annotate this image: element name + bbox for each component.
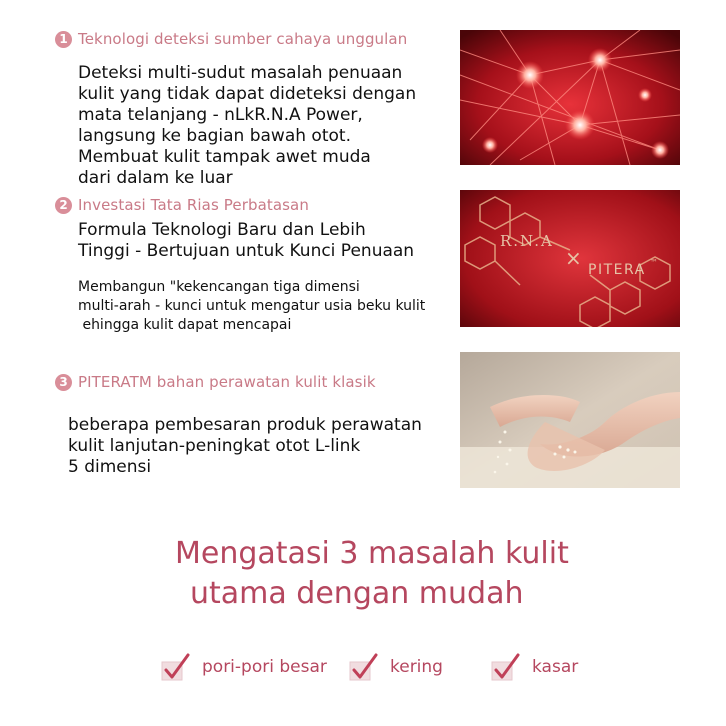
- section-3-line: kulit lanjutan-peningkat otot L-link: [68, 436, 361, 456]
- section-2-line: Formula Teknologi Baru dan Lebih: [78, 220, 366, 240]
- check-label: kering: [390, 657, 443, 677]
- number-badge-1: 1: [55, 31, 72, 48]
- checkmark-icon: [490, 652, 520, 682]
- cross-text: ×: [565, 246, 582, 270]
- section-3-title: PITERATM bahan perawatan kulit klasik: [78, 373, 376, 391]
- check-label: pori-pori besar: [202, 657, 327, 677]
- section-2-heading: [55, 196, 309, 214]
- number-badge-2: 2: [55, 197, 72, 214]
- rna-pitera-image: [460, 190, 680, 327]
- section-2-subline: multi-arah - kunci untuk mengatur usia beku kulit: [78, 298, 426, 314]
- section-2-subbody: [78, 278, 425, 335]
- section-1-line: langsung ke bagian bawah otot.: [78, 126, 351, 146]
- number-badge-3: 3: [55, 374, 72, 391]
- section-3-heading: [55, 373, 376, 391]
- section-2-body: [78, 220, 414, 262]
- section-2-title: Investasi Tata Rias Perbatasan: [78, 196, 309, 214]
- section-1-line: dari dalam ke luar: [78, 168, 233, 188]
- checkmark-icon: [160, 652, 190, 682]
- section-3-line: beberapa pembesaran produk perawatan: [68, 415, 422, 435]
- section-2-line: Tinggi - Bertujuan untuk Kunci Penuaan: [78, 241, 415, 261]
- section-2-subline: Membangun "kekencangan tiga dimensi: [78, 279, 360, 295]
- section-1-line: kulit yang tidak dapat dideteksi dengan: [78, 84, 417, 104]
- check-item-rough: [490, 652, 578, 682]
- section-1-body: [78, 63, 416, 189]
- section-2-subline: ehingga kulit dapat mencapai: [78, 317, 292, 333]
- check-item-pores: [160, 652, 327, 682]
- pitera-text: PITERA: [588, 262, 646, 278]
- hands-rice-image: [460, 352, 680, 488]
- section-1-line: Deteksi multi-sudut masalah penuaan: [78, 63, 403, 83]
- check-item-dry: [348, 652, 443, 682]
- section-1-line: Membuat kulit tampak awet muda: [78, 147, 371, 167]
- section-1-line: mata telanjang - nLkR.N.A Power,: [78, 105, 363, 125]
- section-1-title: Teknologi deteksi sumber cahaya unggulan: [78, 30, 408, 48]
- main-title-line-2: utama dengan mudah: [190, 576, 524, 611]
- section-1-heading: [55, 30, 407, 48]
- section-3-body: [68, 415, 422, 478]
- section-3-line: 5 dimensi: [68, 457, 152, 477]
- checkmark-icon: [348, 652, 378, 682]
- main-title-line-1: Mengatasi 3 masalah kulit: [175, 536, 569, 571]
- check-label: kasar: [532, 657, 579, 677]
- red-network-image: [460, 30, 680, 165]
- trademark-text: ™: [650, 258, 658, 267]
- rna-text: R.N.A: [500, 232, 554, 250]
